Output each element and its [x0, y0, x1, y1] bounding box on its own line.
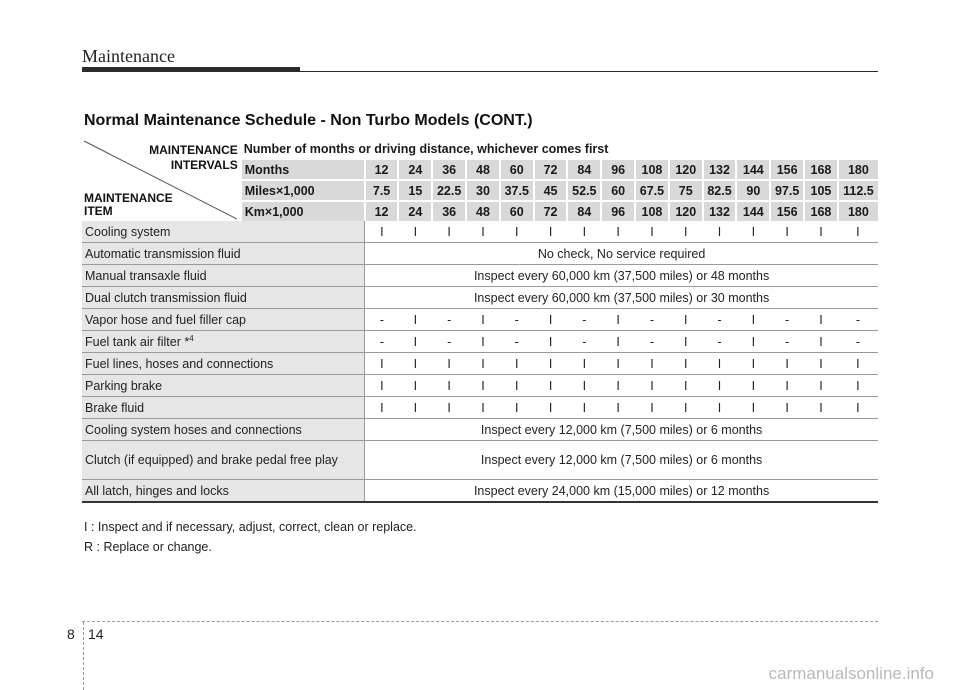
- months-value: 132: [703, 159, 737, 180]
- schedule-cell: -: [838, 309, 878, 331]
- table-row: [82, 375, 878, 397]
- schedule-note: Inspect every 12,000 km (7,500 miles) or 6 months: [365, 441, 878, 480]
- item-name: Manual transaxle fluid: [82, 265, 365, 287]
- km-value: 36: [432, 201, 466, 221]
- miles-value: 97.5: [770, 180, 804, 201]
- schedule-cell: I: [601, 309, 635, 331]
- schedule-cell: I: [466, 375, 500, 397]
- km-value: 108: [635, 201, 669, 221]
- schedule-cell: I: [398, 309, 432, 331]
- schedule-cell: I: [601, 221, 635, 243]
- table-row: [82, 397, 878, 419]
- schedule-cell: I: [365, 221, 399, 243]
- km-value: 48: [466, 201, 500, 221]
- schedule-cell: I: [398, 331, 432, 353]
- schedule-cell: I: [770, 221, 804, 243]
- page-number: 14: [88, 626, 104, 642]
- schedule-cell: I: [703, 353, 737, 375]
- schedule-cell: -: [365, 309, 399, 331]
- schedule-cell: I: [466, 309, 500, 331]
- schedule-cell: I: [500, 353, 534, 375]
- table-row: [82, 287, 878, 309]
- months-value: 84: [567, 159, 601, 180]
- schedule-cell: I: [669, 375, 703, 397]
- schedule-cell: I: [601, 397, 635, 419]
- schedule-cell: I: [466, 353, 500, 375]
- table-row: [82, 480, 878, 503]
- schedule-note: Inspect every 12,000 km (7,500 miles) or 6 months: [365, 419, 878, 441]
- schedule-cell: I: [838, 353, 878, 375]
- months-value: 72: [534, 159, 568, 180]
- schedule-cell: I: [669, 331, 703, 353]
- table-row: [82, 353, 878, 375]
- schedule-cell: I: [432, 221, 466, 243]
- miles-value: 90: [736, 180, 770, 201]
- km-value: 168: [804, 201, 838, 221]
- schedule-cell: I: [398, 221, 432, 243]
- months-value: 168: [804, 159, 838, 180]
- schedule-cell: I: [534, 221, 568, 243]
- schedule-cell: I: [736, 375, 770, 397]
- schedule-cell: I: [669, 353, 703, 375]
- months-value: 180: [838, 159, 878, 180]
- schedule-cell: -: [432, 331, 466, 353]
- schedule-cell: I: [736, 331, 770, 353]
- schedule-cell: -: [770, 309, 804, 331]
- table-row: [82, 221, 878, 243]
- schedule-cell: I: [703, 221, 737, 243]
- table-row: [82, 265, 878, 287]
- miles-value: 22.5: [432, 180, 466, 201]
- schedule-cell: I: [534, 331, 568, 353]
- table-row: [82, 309, 878, 331]
- item-name: Parking brake: [82, 375, 365, 397]
- km-value: 60: [500, 201, 534, 221]
- miles-value: 7.5: [365, 180, 399, 201]
- table-row: [82, 243, 878, 265]
- schedule-cell: I: [534, 397, 568, 419]
- months-value: 156: [770, 159, 804, 180]
- schedule-cell: -: [365, 331, 399, 353]
- km-value: 156: [770, 201, 804, 221]
- legend-replace: R : Replace or change.: [84, 540, 212, 554]
- schedule-cell: I: [635, 375, 669, 397]
- footer-rule: [82, 621, 878, 623]
- schedule-note: Inspect every 60,000 km (37,500 miles) or 48 months: [365, 265, 878, 287]
- schedule-cell: I: [736, 221, 770, 243]
- schedule-cell: I: [432, 375, 466, 397]
- miles-value: 37.5: [500, 180, 534, 201]
- schedule-cell: I: [770, 397, 804, 419]
- km-value: 96: [601, 201, 635, 221]
- months-value: 36: [432, 159, 466, 180]
- schedule-cell: I: [567, 353, 601, 375]
- section-title: Maintenance: [82, 46, 175, 66]
- interval-title: Number of months or driving distance, whichever comes first: [243, 141, 609, 156]
- schedule-cell: I: [838, 397, 878, 419]
- schedule-cell: -: [500, 309, 534, 331]
- schedule-cell: I: [398, 353, 432, 375]
- schedule-cell: I: [500, 397, 534, 419]
- maintenance-schedule-table: [82, 139, 878, 503]
- schedule-cell: -: [567, 309, 601, 331]
- km-value: 84: [567, 201, 601, 221]
- months-value: 12: [365, 159, 399, 180]
- schedule-cell: I: [736, 309, 770, 331]
- months-value: 48: [466, 159, 500, 180]
- item-name: Fuel tank air filter *$^4$: [82, 331, 365, 353]
- schedule-cell: -: [838, 331, 878, 353]
- months-value: 24: [398, 159, 432, 180]
- schedule-cell: I: [736, 353, 770, 375]
- intervals-label: MAINTENANCE INTERVALS: [149, 143, 238, 172]
- item-name: Fuel lines, hoses and connections: [82, 353, 365, 375]
- miles-value: 30: [466, 180, 500, 201]
- km-label: Km×1,000: [241, 201, 365, 221]
- km-value: 120: [669, 201, 703, 221]
- schedule-cell: I: [601, 375, 635, 397]
- schedule-cell: -: [635, 331, 669, 353]
- miles-value: 60: [601, 180, 635, 201]
- miles-value: 105: [804, 180, 838, 201]
- schedule-cell: I: [534, 353, 568, 375]
- months-label: Months: [241, 159, 365, 180]
- months-value: 144: [736, 159, 770, 180]
- schedule-cell: -: [635, 309, 669, 331]
- schedule-cell: I: [365, 397, 399, 419]
- item-name: Clutch (if equipped) and brake pedal free play: [82, 441, 365, 480]
- schedule-cell: I: [365, 353, 399, 375]
- months-value: 96: [601, 159, 635, 180]
- item-name: Dual clutch transmission fluid: [82, 287, 365, 309]
- schedule-note: Inspect every 60,000 km (37,500 miles) or 30 months: [365, 287, 878, 309]
- schedule-cell: I: [466, 397, 500, 419]
- schedule-note: No check, No service required: [365, 243, 878, 265]
- schedule-cell: I: [365, 375, 399, 397]
- schedule-cell: I: [703, 375, 737, 397]
- footnote-marker: 4: [189, 333, 194, 343]
- schedule-cell: -: [432, 309, 466, 331]
- km-value: 12: [365, 201, 399, 221]
- schedule-cell: I: [567, 221, 601, 243]
- schedule-cell: I: [804, 353, 838, 375]
- schedule-cell: I: [804, 221, 838, 243]
- header-rule: [82, 71, 878, 72]
- schedule-cell: I: [635, 397, 669, 419]
- schedule-cell: I: [466, 221, 500, 243]
- schedule-cell: I: [466, 331, 500, 353]
- schedule-cell: I: [601, 331, 635, 353]
- schedule-cell: I: [601, 353, 635, 375]
- miles-value: 45: [534, 180, 568, 201]
- miles-value: 82.5: [703, 180, 737, 201]
- schedule-cell: I: [534, 309, 568, 331]
- schedule-cell: I: [398, 375, 432, 397]
- months-value: 108: [635, 159, 669, 180]
- schedule-cell: I: [804, 331, 838, 353]
- schedule-cell: I: [804, 375, 838, 397]
- miles-value: 75: [669, 180, 703, 201]
- chapter-number: 8: [67, 626, 75, 642]
- schedule-note: Inspect every 24,000 km (15,000 miles) or 12 months: [365, 480, 878, 503]
- item-label: MAINTENANCE ITEM: [84, 191, 173, 218]
- km-value: 180: [838, 201, 878, 221]
- km-value: 144: [736, 201, 770, 221]
- schedule-cell: I: [770, 375, 804, 397]
- miles-value: 15: [398, 180, 432, 201]
- schedule-cell: -: [770, 331, 804, 353]
- km-value: 24: [398, 201, 432, 221]
- schedule-cell: I: [432, 353, 466, 375]
- miles-value: 67.5: [635, 180, 669, 201]
- item-name: Automatic transmission fluid: [82, 243, 365, 265]
- schedule-cell: I: [838, 221, 878, 243]
- schedule-cell: -: [703, 309, 737, 331]
- table-row: [82, 331, 878, 353]
- table-corner-header: [82, 139, 241, 221]
- table-row: [82, 419, 878, 441]
- schedule-cell: I: [500, 375, 534, 397]
- table-row: [82, 441, 878, 480]
- schedule-cell: I: [770, 353, 804, 375]
- footer-rule-vertical: [83, 622, 85, 690]
- item-name: Cooling system: [82, 221, 365, 243]
- schedule-cell: I: [500, 221, 534, 243]
- watermark: carmanualsonline.info: [768, 664, 934, 683]
- item-name: Cooling system hoses and connections: [82, 419, 365, 441]
- schedule-cell: I: [567, 397, 601, 419]
- schedule-cell: I: [838, 375, 878, 397]
- schedule-cell: I: [635, 353, 669, 375]
- schedule-cell: -: [703, 331, 737, 353]
- schedule-cell: I: [398, 397, 432, 419]
- km-value: 132: [703, 201, 737, 221]
- miles-value: 112.5: [838, 180, 878, 201]
- schedule-cell: I: [804, 397, 838, 419]
- page-title: Normal Maintenance Schedule - Non Turbo Models (CONT.): [84, 112, 533, 129]
- item-name: Brake fluid: [82, 397, 365, 419]
- schedule-cell: I: [736, 397, 770, 419]
- schedule-cell: I: [534, 375, 568, 397]
- item-name: All latch, hinges and locks: [82, 480, 365, 503]
- schedule-cell: I: [635, 221, 669, 243]
- schedule-cell: I: [669, 309, 703, 331]
- miles-label: Miles×1,000: [241, 180, 365, 201]
- schedule-cell: -: [567, 331, 601, 353]
- schedule-cell: -: [500, 331, 534, 353]
- miles-value: 52.5: [567, 180, 601, 201]
- schedule-cell: I: [669, 397, 703, 419]
- schedule-cell: I: [703, 397, 737, 419]
- km-value: 72: [534, 201, 568, 221]
- months-value: 120: [669, 159, 703, 180]
- legend-inspect: I : Inspect and if necessary, adjust, correct, clean or replace.: [84, 520, 417, 534]
- item-name: Vapor hose and fuel filler cap: [82, 309, 365, 331]
- schedule-cell: I: [804, 309, 838, 331]
- schedule-cell: I: [567, 375, 601, 397]
- months-value: 60: [500, 159, 534, 180]
- schedule-cell: I: [432, 397, 466, 419]
- schedule-cell: I: [669, 221, 703, 243]
